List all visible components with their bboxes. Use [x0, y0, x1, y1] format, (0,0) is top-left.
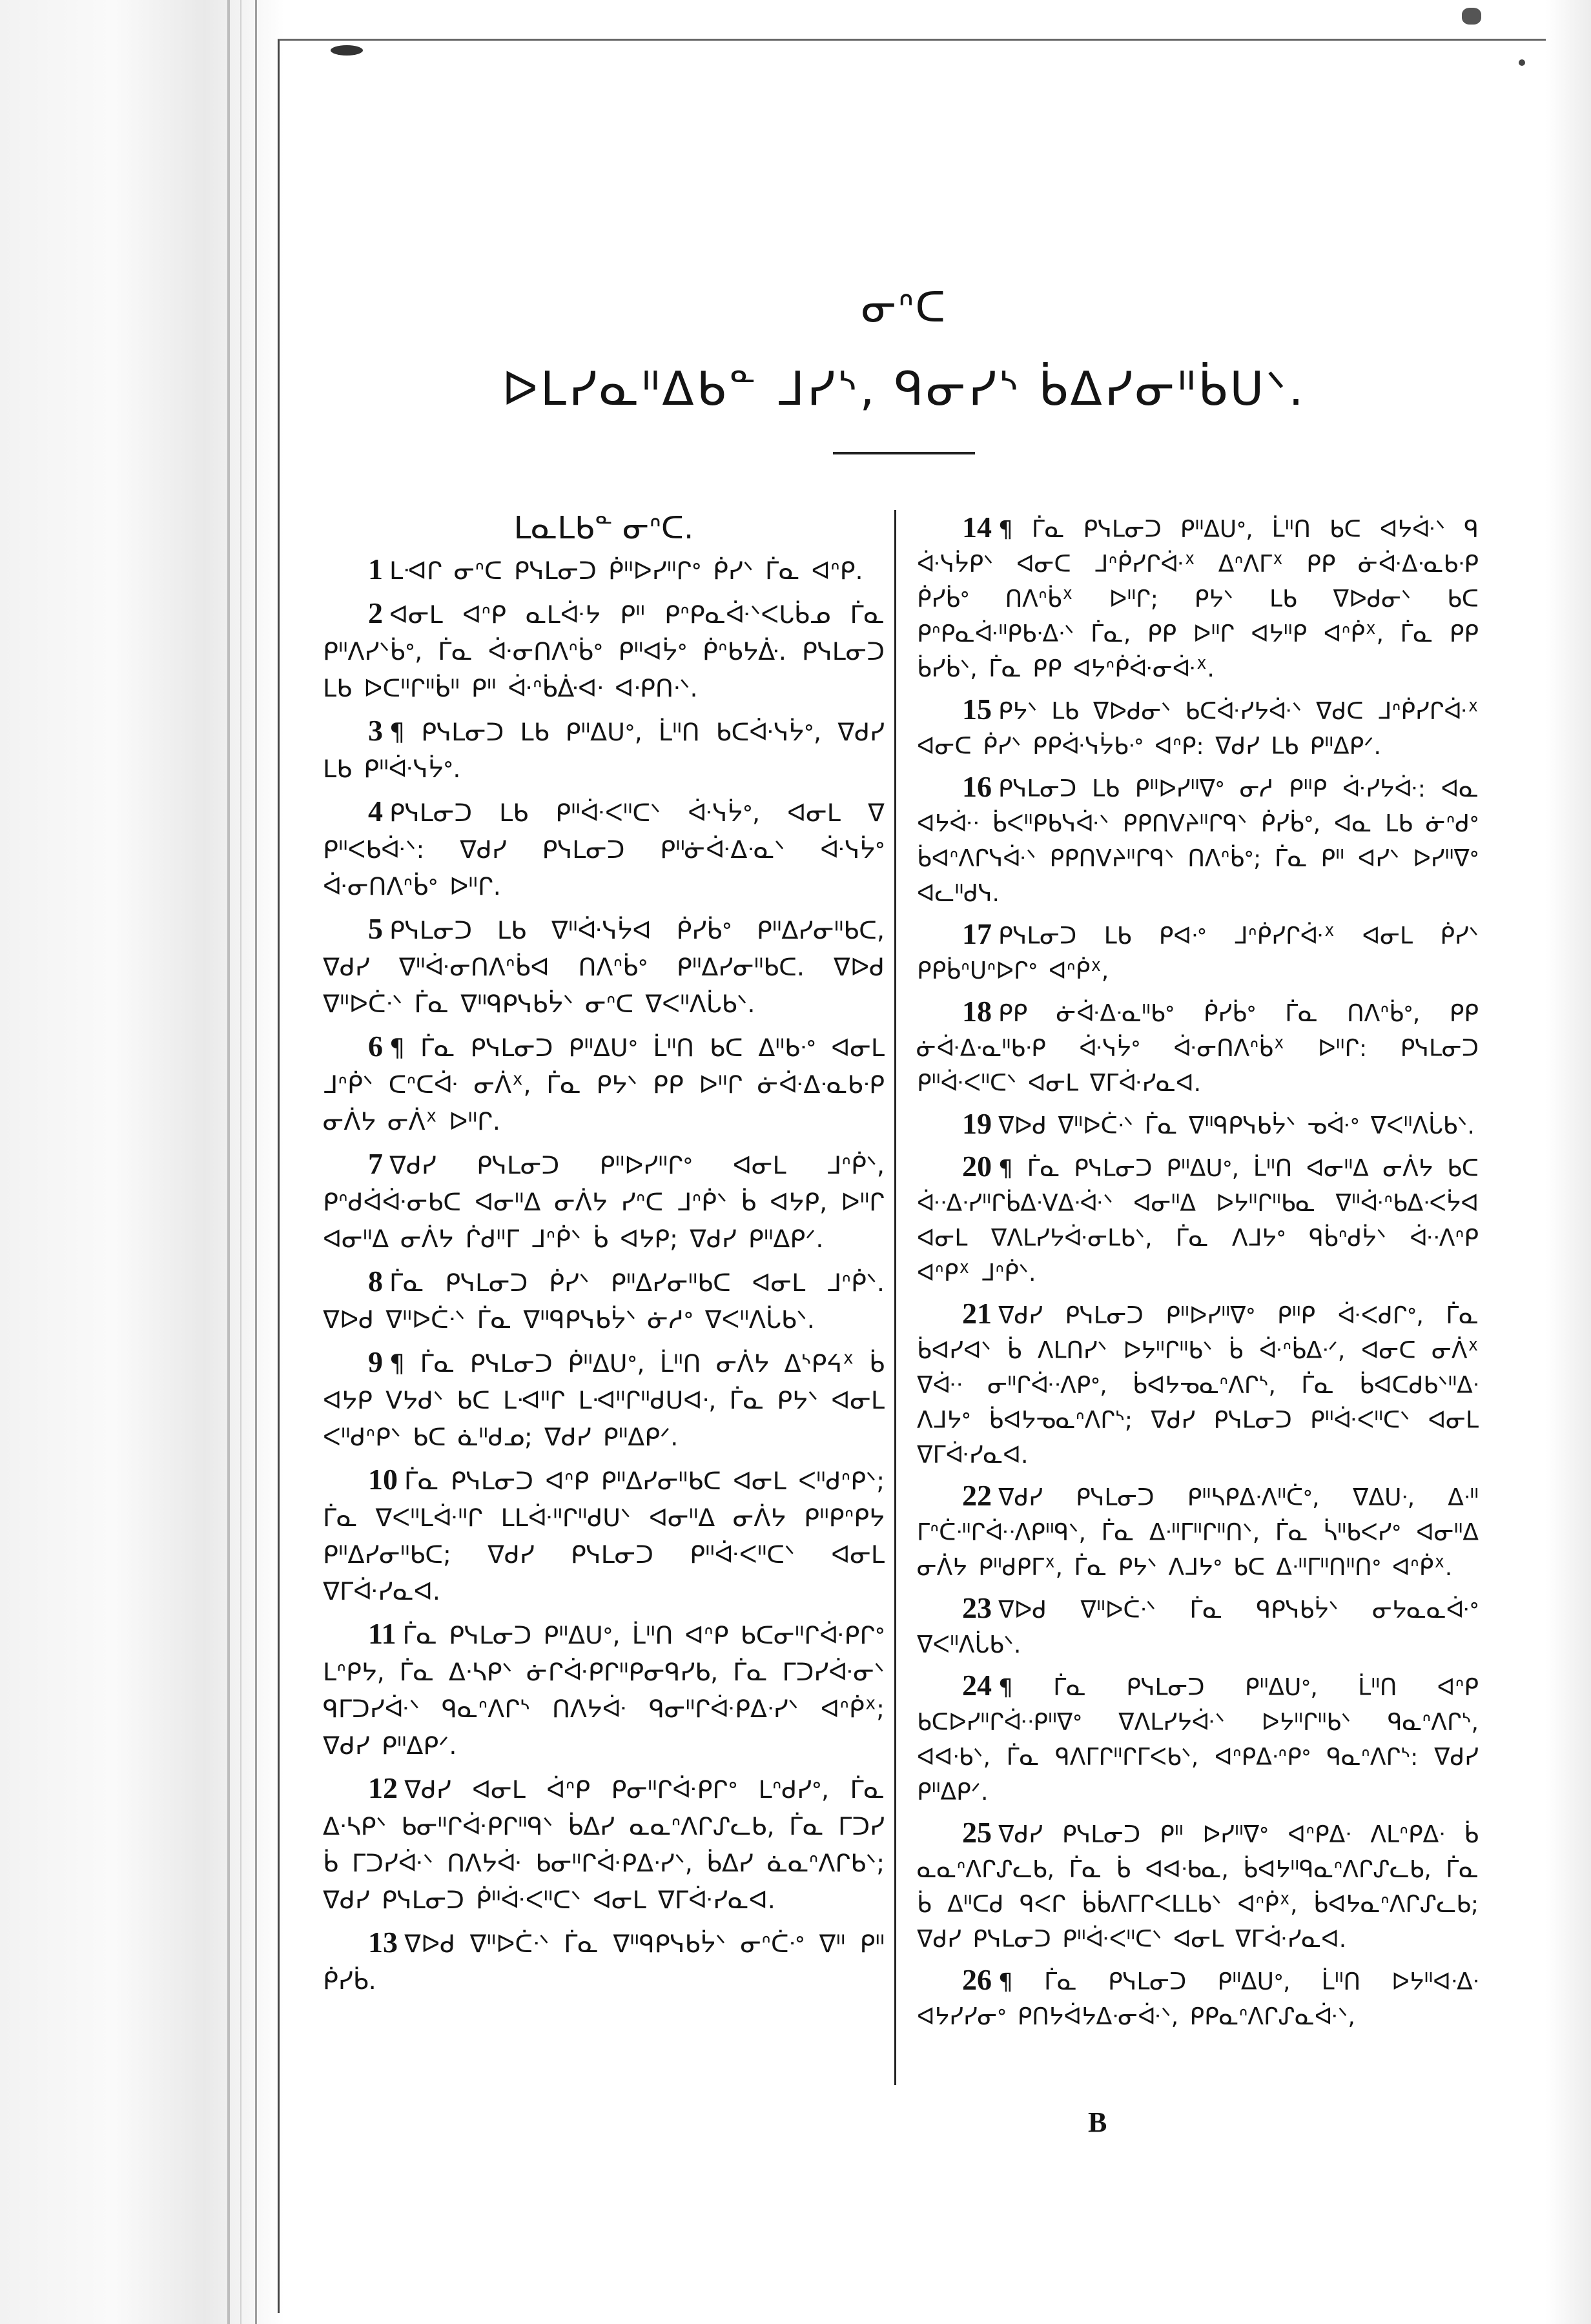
verse-text: ᒪᐗᒋ ᓂᐢᑕ ᑭᓭᒪᓂᑐ ᑮᐦᐅᓯᐦᒋᐤ ᑮᓯᐠ ᒦᓇ ᐊᐢᑭ. [389, 556, 863, 585]
verse [917, 1106, 1479, 1144]
chapter-intro: ᒪᓇᒪᑲᓐ ᓂᐢᑕ. [513, 510, 694, 546]
verse-text: ᑭᔭᐠ ᒪᑲ ᐁᐅᑯᓂᐠ ᑲᑕᐚᓯᔭᐚᐠ ᐁᑯᑕ ᒧᐢᑮᓯᒋᐚᕽ ᐊᓂᑕ ᑮᓯᐠ ᑭᑭᐚᓭᔮᑲᐧᐤ ᐊᐢᑭ: ᐁᑯᓯ ᒪᑲ ᑭᐦᐃᑭᐟ. [917, 698, 1479, 760]
verse-number: 24 [962, 1669, 992, 1702]
verse [917, 917, 1479, 989]
verse [323, 1028, 885, 1140]
verse-text: ᐁᑯᓯ ᑭᓭᒪᓂᑐ ᑭᐦ ᐅᓯᐦᐁᐤ ᐊᐢᑭᐃᐧ ᐱᒪᐢᑭᐃᐧ ᑳ ᓇᓇᐢᐱᒋᔑᓚᑲ, ᒦᓇ ᑳ ᐊᐊᐧᑲᓇ, ᑳᐊᔭᐦᑫᓇᐢᐱᒋᔑᓚᑲ, ᒦᓇ ᑳ ᐃᐦᑕᑯ ᑫᐸᒋ ᑳᑳᐱᒥᒋᐸᒪᒪᑲᐠ ᐊᐢᑮᕽ, ᑳᐊᔭᓇᐢᐱᒋᔑᓚᑲ; ᐁᑯᓯ ᑭᓭᒪᓂᑐ ᑭᐦᐚᐸᐦᑕᐠ ᐊᓂᒪ ᐁᒥᐚᓯᓇᐊ. [917, 1822, 1479, 1953]
verse [917, 510, 1479, 687]
verse-number: 1 [368, 553, 383, 586]
verse-text: ¶ ᒦᓇ ᑭᓭᒪᓂᑐ ᑭᐦᐃᑌᐤ, ᒫᐦᑎ ᑲᑕ ᐊᔭᐚᐠ ᑫ ᐚᓭᔮᑭᐠ ᐊᓂᑕ ᒧᐢᑮᓯᒋᐚᕽ ᐃᐢᐱᒥᕽ ᑭᑭ ᓃᐚᐃᐧᓇᑲᐧᑭ ᑮᓯᑳᐤ ᑎᐱᐢᑳᕽ ᐅᐦᒋ; ᑭᔭᐠ ᒪᑲ ᐁᐅᑯᓂᐠ ᑲᑕ ᑭᐢᑭᓇᐚᐦᑭᑲᐧᐃᐧᐠ ᒦᓇ, ᑭᑭ ᐅᐦᒋ ᐊᔭᐦᑭ ᐊᐢᑮᕽ, ᒦᓇ ᑭᑭ ᑳᓯᑳᐠ, ᒦᓇ ᑭᑭ ᐊᔭᐢᑮᐚᓂᐚᕽ. [917, 516, 1479, 682]
verse-text: ¶ ᒦᓇ ᑭᓭᒪᓂᑐ ᑮᐦᐃᑌᐤ, ᒫᐦᑎ ᓂᐲᔭ ᐃᔅᑭᔦᕽ ᑳ ᐊᔭᑭ ᐯᔭᑯᐠ ᑲᑕ ᒪᐗᐦᒋ ᒪᐗᐦᒋᐦᑯᑌᐊᐧ, ᒦᓇ ᑭᔭᐠ ᐊᓂᒪ ᐸᐦᑯᐢᑭᐠ ᑲᑕ ᓈᐦᑯᓄ; ᐁᑯᓯ ᑭᐦᐃᑭᐟ. [323, 1349, 885, 1451]
verse-number: 11 [368, 1617, 396, 1650]
verse [917, 1815, 1479, 1957]
gutter-fold [255, 0, 257, 2324]
verse-text: ᑭᓭᒪᓂᑐ ᒪᑲ ᐁᐦᐚᓭᔮᐊ ᑮᓯᑳᐤ ᑭᐦᐃᓯᓂᐦᑲᑕ, ᐁᑯᓯ ᐁᐦᐚᓂᑎᐱᐢᑳᐊ ᑎᐱᐢᑳᐤ ᑭᐦᐃᓯᓂᐦᑲᑕ. ᐁᐅᑯ ᐁᐦᐅᑖᐧᐠ ᒦᓇ ᐁᐦᑫᑭᓭᑲᔮᐠ ᓂᐢᑕ ᐁᐸᐦᐱᒑᑲᐠ. [323, 916, 885, 1018]
verse-text: ¶ ᒦᓇ ᑭᓭᒪᓂᑐ ᑭᐦᐃᑌᐤ ᒫᐦᑎ ᑲᑕ ᐃᐦᑲᐧᐤ ᐊᓂᒪ ᒧᐢᑮᐠ ᑕᐢᑕᐚ ᓂᐲᕽ, ᒦᓇ ᑭᔭᐠ ᑭᑭ ᐅᐦᒋ ᓃᐚᐃᐧᓇᑲᐧᑭ ᓂᐲᔭ ᓂᐲᕽ ᐅᐦᒋ. [323, 1034, 885, 1136]
verse-number: 13 [368, 1926, 398, 1959]
chapter-heading: ᓂᐢᑕ [861, 284, 947, 332]
left-column [323, 510, 885, 2004]
verse-number: 2 [368, 596, 383, 629]
scan-speck [331, 45, 363, 56]
verse-text: ᒦᓇ ᑭᓭᒪᓂᑐ ᑮᓯᐠ ᑭᐦᐃᓯᓂᐦᑲᑕ ᐊᓂᒪ ᒧᐢᑮᐠ. ᐁᐅᑯ ᐁᐦᐅᑖᐧᐠ ᒦᓇ ᐁᐦᑫᑭᓭᑲᔮᐠ ᓃᓱᐤ ᐁᐸᐦᐱᒑᑲᐠ. [323, 1269, 885, 1334]
verse-number: 3 [368, 714, 383, 747]
verse-number: 6 [368, 1030, 383, 1063]
verse-text: ᐁᐅᑯ ᐁᐦᐅᑖᐧᐠ ᒦᓇ ᑫᑭᓭᑲᔮᐠ ᓂᔭᓇᓇᐚᐤ ᐁᐸᐦᐱᒑᑲᐠ. [917, 1597, 1479, 1658]
verse [323, 551, 885, 589]
verse [917, 770, 1479, 912]
verse [917, 1962, 1479, 2035]
verse-text: ᐁᑯᓯ ᑭᓭᒪᓂᑐ ᑭᐦᓴᑭᐃᐧᐱᐦᑖᐤ, ᐁᐃᑌᐧ, ᐃᐧᐦ ᒥᐢᑖᐧᐦᒋᐚᐧᐱᑭᐦᑫᐠ, ᒦᓇ ᐃᐧᐦᒥᐦᒋᐦᑎᐠ, ᒦᓇ ᓵᐦᑲᐸᓯᐤ ᐊᓂᐦᐃ ᓂᐲᔭ ᑭᐦᑯᑭᒥᕽ, ᒦᓇ ᑭᔭᐠ ᐱᒧᔭᐤ ᑲᑕ ᐃᐧᐦᒥᐦᑎᐦᑎᐤ ᐊᐢᑮᕽ. [917, 1485, 1479, 1581]
gutter-fold [227, 0, 230, 2324]
column-divider [894, 510, 896, 2085]
gutter-fold [240, 0, 241, 2324]
title-rule [833, 452, 975, 454]
verse [323, 1145, 885, 1258]
verse-number: 15 [962, 693, 992, 726]
verse [917, 1478, 1479, 1585]
verse-number: 12 [368, 1771, 398, 1804]
verse [323, 712, 885, 788]
verse [917, 1591, 1479, 1663]
verse [323, 1343, 885, 1456]
verse-number: 26 [962, 1963, 992, 1996]
verse [917, 1668, 1479, 1810]
facing-page-gutter [0, 0, 284, 2324]
verse-list [917, 510, 1479, 2035]
scan-speck [1462, 8, 1481, 25]
verse-number: 7 [368, 1147, 383, 1180]
verse-text: ᑭᓭᒪᓂᑐ ᒪᑲ ᑭᐊᐧᐤ ᒧᐢᑮᓯᒋᐚᕽ ᐊᓂᒪ ᑮᓯᐠ ᑭᑭᑳᐢᑌᐢᐅᒋᐤ ᐊᐢᑮᕽ, [917, 923, 1479, 984]
verse-number: 21 [962, 1297, 992, 1330]
verse-number: 9 [368, 1345, 383, 1378]
verse [917, 692, 1479, 764]
verse-number: 14 [962, 511, 992, 544]
signature-mark: B [1088, 2106, 1107, 2138]
verse-list [323, 551, 885, 1999]
verse-text: ᐁᑯᓯ ᑭᓭᒪᓂᑐ ᑭᐦᐅᓯᐦᐁᐤ ᑭᐦᑭ ᐚᐸᑯᒋᐤ, ᒦᓇ ᑳᐊᓯᐊᐠ ᑳ ᐱᒪᑎᓯᐠ ᐅᔭᐦᒋᐦᑲᐠ ᑳ ᐚᐢᑳᐃᐧᐟ, ᐊᓂᑕ ᓂᐲᕽ ᐁᐚᐧ ᓂᐦᒋᐚᐧᐱᑭᐤ, ᑳᐊᔭᓀᓇᐢᐱᒋᔅ, ᒦᓇ ᑳᐊᑕᑯᑲᐠᐦᐃᐧ ᐱᒧᔭᐤ ᑳᐊᔭᓀᓇᐢᐱᒋᔅ; ᐁᑯᓯ ᑭᓭᒪᓂᑐ ᑭᐦᐚᐸᐦᑕᐠ ᐊᓂᒪ ᐁᒥᐚᓯᓇᐊ. [917, 1303, 1479, 1469]
verse-number: 22 [962, 1479, 992, 1512]
verse-text: ¶ ᒦᓇ ᑭᓭᒪᓂᑐ ᑭᐦᐃᑌᐤ, ᒫᐦᑎ ᐊᐢᑭ ᑲᑕᐅᓯᐦᒋᐚᐧᑭᐦᐁᐤ ᐁᐱᒪᓯᔭᐚᐠ ᐅᔭᐦᒋᐦᑲᐠ ᑫᓇᐢᐱᒋᔅ, ᐊᐊᐧᑲᐠ, ᒦᓇ ᑫᐱᒥᒋᐦᒋᒥᐸᑲᐠ, ᐊᐢᑭᐃᐧᐢᑭᐤ ᑫᓇᐢᐱᒋᔅ: ᐁᑯᓯ ᑭᐦᐃᑭᐟ. [917, 1675, 1479, 1806]
verse [323, 1263, 885, 1338]
verse-number: 4 [368, 795, 383, 828]
verse-number: 8 [368, 1265, 383, 1298]
verse-text: ¶ ᒦᓇ ᑭᓭᒪᓂᑐ ᑭᐦᐃᑌᐤ, ᒫᐦᑎ ᐊᓂᐦᐃ ᓂᐲᔭ ᑲᑕ ᐚᐧᐃᐧᓯᐦᒋᑳᐃᐧᐯᐃᐧᐚᐠ ᐊᓂᐦᐃ ᐅᔭᐦᒋᐦᑲᓇ ᐁᐦᐚᐢᑲᐃᐧᐸᔮᐊ ᐊᓂᒪ ᐁᐱᒪᓯᔭᐚᓂᒪᑲᐠ, ᒦᓇ ᐱᒧᔭᐤ ᑫᑳᐢᑯᔮᐠ ᐚᐧᐱᐢᑭ ᐊᐢᑭᕽ ᒧᐢᑮᐠ. [917, 1156, 1479, 1287]
verse-text: ᒦᓇ ᑭᓭᒪᓂᑐ ᐊᐢᑭ ᑭᐦᐃᓯᓂᐦᑲᑕ ᐊᓂᒪ ᐸᐦᑯᐢᑭᐠ; ᒦᓇ ᐁᐸᐦᒪᐚᐦᒋ ᒪᒪᐚᐦᒋᐦᑯᑌᐠ ᐊᓂᐦᐃ ᓂᐲᔭ ᑭᐦᑭᐢᑭᔭ ᑭᐦᐃᓯᓂᐦᑲᑕ; ᐁᑯᓯ ᑭᓭᒪᓂᑐ ᑭᐦᐚᐸᐦᑕᐠ ᐊᓂᒪ ᐁᒥᐚᓯᓇᐊ. [323, 1467, 885, 1605]
verse-text: ᑭᑭ ᓃᐚᐃᐧᓇᐦᑲᐤ ᑮᓯᑳᐤ ᒦᓇ ᑎᐱᐢᑳᐤ, ᑭᑭ ᓃᐚᐃᐧᓇᐦᑲᐧᑭ ᐚᓭᔮᐤ ᐚᓂᑎᐱᐢᑳᕽ ᐅᐦᒋ: ᑭᓭᒪᓂᑐ ᑭᐦᐚᐸᐦᑕᐠ ᐊᓂᒪ ᐁᒥᐚᓯᓇᐊ. [917, 1001, 1479, 1097]
verse-number: 20 [962, 1150, 992, 1183]
verse [323, 1924, 885, 1999]
verse [323, 793, 885, 905]
verse [917, 1296, 1479, 1473]
verse-number: 16 [962, 770, 992, 803]
verse [917, 994, 1479, 1101]
verse-text: ᐁᐅᑯ ᐁᐦᐅᑖᐧᐠ ᒦᓇ ᐁᐦᑫᑭᓭᑲᔮᐠ ᓂᐢᑖᐧᐤ ᐁᐦ ᑭᐦ ᑮᓯᑳ. [323, 1930, 885, 1995]
verse-text: ᐁᑯᓯ ᐊᓂᒪ ᐋᐢᑭ ᑭᓂᐦᒋᐚᑭᒋᐤ ᒪᐢᑯᓯᐤ, ᒦᓇ ᐃᐧᓴᑭᐠ ᑲᓂᐦᒋᐚᑭᒋᐦᑫᐠ ᑳᐃᓯ ᓇᓇᐢᐱᒋᔑᓚᑲ, ᒦᓇ ᒥᑐᓯ ᑳ ᒥᑐᓯᐚᐠ ᑎᐱᔭᐚ ᑲᓂᐦᒋᐚᑭᐃᐧᓯᐠ, ᑳᐃᓯ ᓈᓇᐢᐱᒋᑲᐠ; ᐁᑯᓯ ᑭᓭᒪᓂᑐ ᑮᐦᐚᐸᐦᑕᐠ ᐊᓂᒪ ᐁᒥᐚᓯᓇᐊ. [323, 1775, 885, 1914]
verse-number: 5 [368, 912, 383, 945]
verse [323, 1769, 885, 1919]
verse [323, 1461, 885, 1610]
verse-text: ᒦᓇ ᑭᓭᒪᓂᑐ ᑭᐦᐃᑌᐤ, ᒫᐦᑎ ᐊᐢᑭ ᑲᑕᓂᐦᒋᐚᑭᒋᐤ ᒪᐢᑭᔭ, ᒦᓇ ᐃᐧᓴᑭᐠ ᓃᒋᐚᑭᒋᐦᑭᓂᑫᓯᑲ, ᒦᓇ ᒥᑐᓯᐚᓂᐠ ᑫᒥᑐᓯᐚᐠ ᑫᓇᐢᐱᒋᔅ ᑎᐱᔭᐚ ᑫᓂᐦᒋᐚᑭᐃᐧᓯᐠ ᐊᐢᑮᕽ; ᐁᑯᓯ ᑭᐦᐃᑭᐟ. [323, 1621, 885, 1760]
page-right-edge [1546, 0, 1591, 2324]
book-title: ᐅᒪᓯᓇᐦᐃᑲᓐ ᒧᓯᔅ, ᑫᓂᓯᔅ ᑳᐃᓯᓂᐦᑳᑌᐠ. [502, 362, 1306, 416]
scan-speck [1519, 59, 1525, 66]
verse [323, 595, 885, 707]
verse-text: ᑭᓭᒪᓂᑐ ᒪᑲ ᑭᐦᐅᓯᐦᐁᐤ ᓂᓱ ᑭᐦᑭ ᐚᓯᔭᐚ: ᐊᓇ ᐊᔭᐚᐧ ᑳᐸᐦᑭᑲᓭᐚᐠ ᑭᑭᑎᐯᔨᐦᒋᑫᐠ ᑮᓯᑳᐤ, ᐊᓇ ᒪᑲ ᓃᐢᑯᐤ ᑳᐊᐢᐱᒋᓭᐚᐠ ᑭᑭᑎᐯᔨᐦᒋᑫᐠ ᑎᐱᐢᑳᐤ; ᒦᓇ ᑭᐦ ᐊᓯᐠ ᐅᓯᐦᐁᐤ ᐊᓚᐦᑯᓭ. [917, 776, 1479, 907]
verse-text: ¶ ᒦᓇ ᑭᓭᒪᓂᑐ ᑭᐦᐃᑌᐤ, ᒫᐦᑎ ᐅᔭᐦᐊᐧᐃᐧ ᐊᔭᓯᓯᓂᐤ ᑭᑎᔭᐋᔭᐃᐧᓂᐚᐠ, ᑭᑭᓇᐢᐱᒋᔑᓇᐚᐠ, [917, 1969, 1479, 2030]
verse-number: 10 [368, 1463, 398, 1496]
verse-number: 17 [962, 917, 992, 950]
verse-number: 25 [962, 1816, 992, 1849]
verse-number: 23 [962, 1591, 992, 1624]
right-column [917, 510, 1479, 2040]
verse-text: ᐁᑯᓯ ᑭᓭᒪᓂᑐ ᑭᐦᐅᓯᐦᒋᐤ ᐊᓂᒪ ᒧᐢᑮᐠ, ᑭᐢᑯᐋᐚᓂᑲᑕ ᐊᓂᐦᐃ ᓂᐲᔭ ᓯᐢᑕ ᒧᐢᑮᐠ ᑳ ᐊᔭᑭ, ᐅᐦᒋ ᐊᓂᐦᐃ ᓂᐲᔭ ᒌᑯᐦᒥ ᒧᐢᑮᐠ ᑳ ᐊᔭᑭ; ᐁᑯᓯ ᑭᐦᐃᑭᐟ. [323, 1151, 885, 1253]
verse-text: ᐁᐅᑯ ᐁᐦᐅᑖᐧᐠ ᒦᓇ ᐁᐦᑫᑭᓭᑲᔮᐠ ᓀᐚᐤ ᐁᐸᐦᐱᒑᑲᐠ. [998, 1113, 1475, 1139]
verse-number: 18 [962, 995, 992, 1028]
verse-text: ᐊᓂᒪ ᐊᐢᑭ ᓇᒪᐚᔭ ᑭᐦ ᑭᐢᑭᓇᐚᐠᐸᒐᑳᓄ ᒦᓇ ᑭᐦᐱᓯᐠᑳᐤ, ᒦᓇ ᐚᓂᑎᐱᐢᑳᐤ ᑭᐦᐊᔮᐤ ᑮᐢᑲᔭᐑ. ᑭᓭᒪᓂᑐ ᒪᑲ ᐅᑕᐦᒋᐦᑳᐦ ᑭᐦ ᐚᐢᑳᐑᐊᐧ ᐊᐧᑭᑎᐧᐠ. [323, 600, 885, 702]
verse-text: ¶ ᑭᓭᒪᓂᑐ ᒪᑲ ᑭᐦᐃᑌᐤ, ᒫᐦᑎ ᑲᑕᐚᓭᔮᐤ, ᐁᑯᓯ ᒪᑲ ᑭᐦᐚᓭᔮᐤ. [323, 718, 885, 783]
verse [323, 1615, 885, 1764]
verse-number: 19 [962, 1107, 992, 1140]
verse [323, 910, 885, 1023]
verse-text: ᑭᓭᒪᓂᑐ ᒪᑲ ᑭᐦᐚᐸᐦᑕᐠ ᐚᓭᔮᐤ, ᐊᓂᒪ ᐁ ᑭᐦᐸᑲᐚᐠ: ᐁᑯᓯ ᑭᓭᒪᓂᑐ ᑭᐦᓃᐚᐃᐧᓇᐠ ᐚᓭᔮᐤ ᐚᓂᑎᐱᐢᑳᐤ ᐅᐦᒋ. [323, 799, 885, 901]
verse [917, 1149, 1479, 1291]
